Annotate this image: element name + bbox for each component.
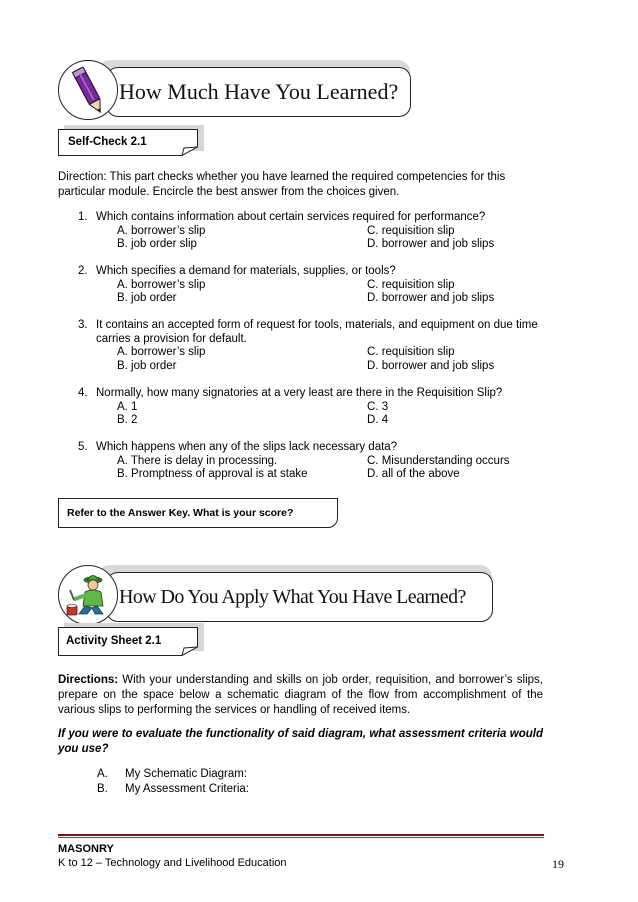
activity-directions: [58, 673, 543, 718]
evaluation-question: If you were to evaluate the functionality of said diagram, what assessment criteria would you use?: [58, 728, 543, 755]
score-prompt-box: [58, 498, 338, 528]
item-text: My Schematic Diagram:: [125, 768, 248, 780]
question-item: [78, 387, 548, 427]
worker-icon: [59, 566, 119, 626]
choice-c[interactable]: C. requisition slip: [367, 346, 455, 358]
self-check-label: [58, 129, 208, 159]
choice-a[interactable]: A. borrower’s slip: [117, 278, 206, 291]
choice-b[interactable]: B. job order: [117, 292, 177, 304]
question-stem: Which contains information about certain services required for performance?: [96, 211, 486, 223]
choice-b[interactable]: B. job order: [117, 359, 177, 372]
directions-label: Directions:: [58, 674, 119, 686]
choice-a[interactable]: A. 1: [117, 400, 138, 413]
choice-d[interactable]: D. all of the above: [367, 468, 460, 480]
section-heading-box: [106, 67, 411, 117]
choice-c[interactable]: C. Misunderstanding occurs: [367, 454, 510, 467]
choice-d[interactable]: D. borrower and job slips: [367, 292, 495, 304]
section-banner-apply: [56, 561, 496, 629]
question-stem: Which specifies a demand for materials, supplies, or tools?: [96, 265, 396, 277]
icon-circle: [58, 60, 118, 120]
activity-sheet-text: Activity Sheet 2.1: [66, 635, 162, 647]
item-letter: A.: [97, 768, 108, 780]
choice-a[interactable]: A. There is delay in processing.: [117, 454, 278, 467]
choice-b[interactable]: B. 2: [117, 414, 138, 426]
choice-c[interactable]: C. requisition slip: [367, 224, 455, 237]
score-prompt: Refer to the Answer Key. What is your score?: [67, 507, 294, 519]
choice-b[interactable]: B. job order slip: [117, 238, 197, 250]
question-stem: It contains an accepted form of request for tools, materials, and equipment on due time carries a provision for default.: [96, 319, 538, 345]
footer-course: K to 12 – Technology and Livelihood Education: [58, 857, 287, 869]
pencil-icon: [59, 61, 119, 121]
question-stem: Normally, how many signatories at a very least are there in the Requisition Slip?: [96, 387, 503, 399]
activity-sheet-label: [58, 627, 208, 659]
footer-subject: MASONRY: [58, 843, 114, 855]
self-check-text: Self-Check 2.1: [68, 136, 147, 148]
question-number: 4.: [78, 387, 88, 399]
choice-b[interactable]: B. Promptness of approval is at stake: [117, 468, 308, 480]
directions-text: With your understanding and skills on job order, requisition, and borrower’s slips, prepare on the space below a schematic diagram of the flow from accomplishment of the various slips to performing the services or handling of received items.: [58, 674, 543, 716]
choice-c[interactable]: C. requisition slip: [367, 278, 455, 291]
section-banner-learned: [56, 56, 414, 124]
question-number: 3.: [78, 319, 88, 331]
section-heading-box: [106, 572, 493, 622]
choice-d[interactable]: D. 4: [367, 414, 389, 426]
question-number: 2.: [78, 265, 88, 277]
section-heading: How Do You Apply What You Have Learned?: [119, 585, 466, 608]
question-stem: Which happens when any of the slips lack necessary data?: [96, 441, 398, 453]
page-number: 19: [552, 857, 564, 871]
question-number: 5.: [78, 441, 88, 453]
footer-rule-thin: [58, 837, 544, 838]
choice-a[interactable]: A. borrower’s slip: [117, 346, 206, 358]
item-text: My Assessment Criteria:: [125, 783, 249, 795]
footer-rule: [58, 834, 544, 836]
direction-text: Direction: This part checks whether you have learned the required competencies for this particular module. Encircle the best answer from the choices given.: [58, 171, 506, 198]
item-letter: B.: [97, 783, 108, 795]
choice-a[interactable]: A. borrower’s slip: [117, 224, 206, 237]
choice-d[interactable]: D. borrower and job slips: [367, 359, 495, 372]
question-number: 1.: [78, 211, 88, 223]
choice-c[interactable]: C. 3: [367, 400, 389, 413]
section-heading: How Much Have You Learned?: [119, 79, 399, 104]
icon-circle: [58, 565, 118, 625]
choice-d[interactable]: D. borrower and job slips: [367, 238, 495, 250]
